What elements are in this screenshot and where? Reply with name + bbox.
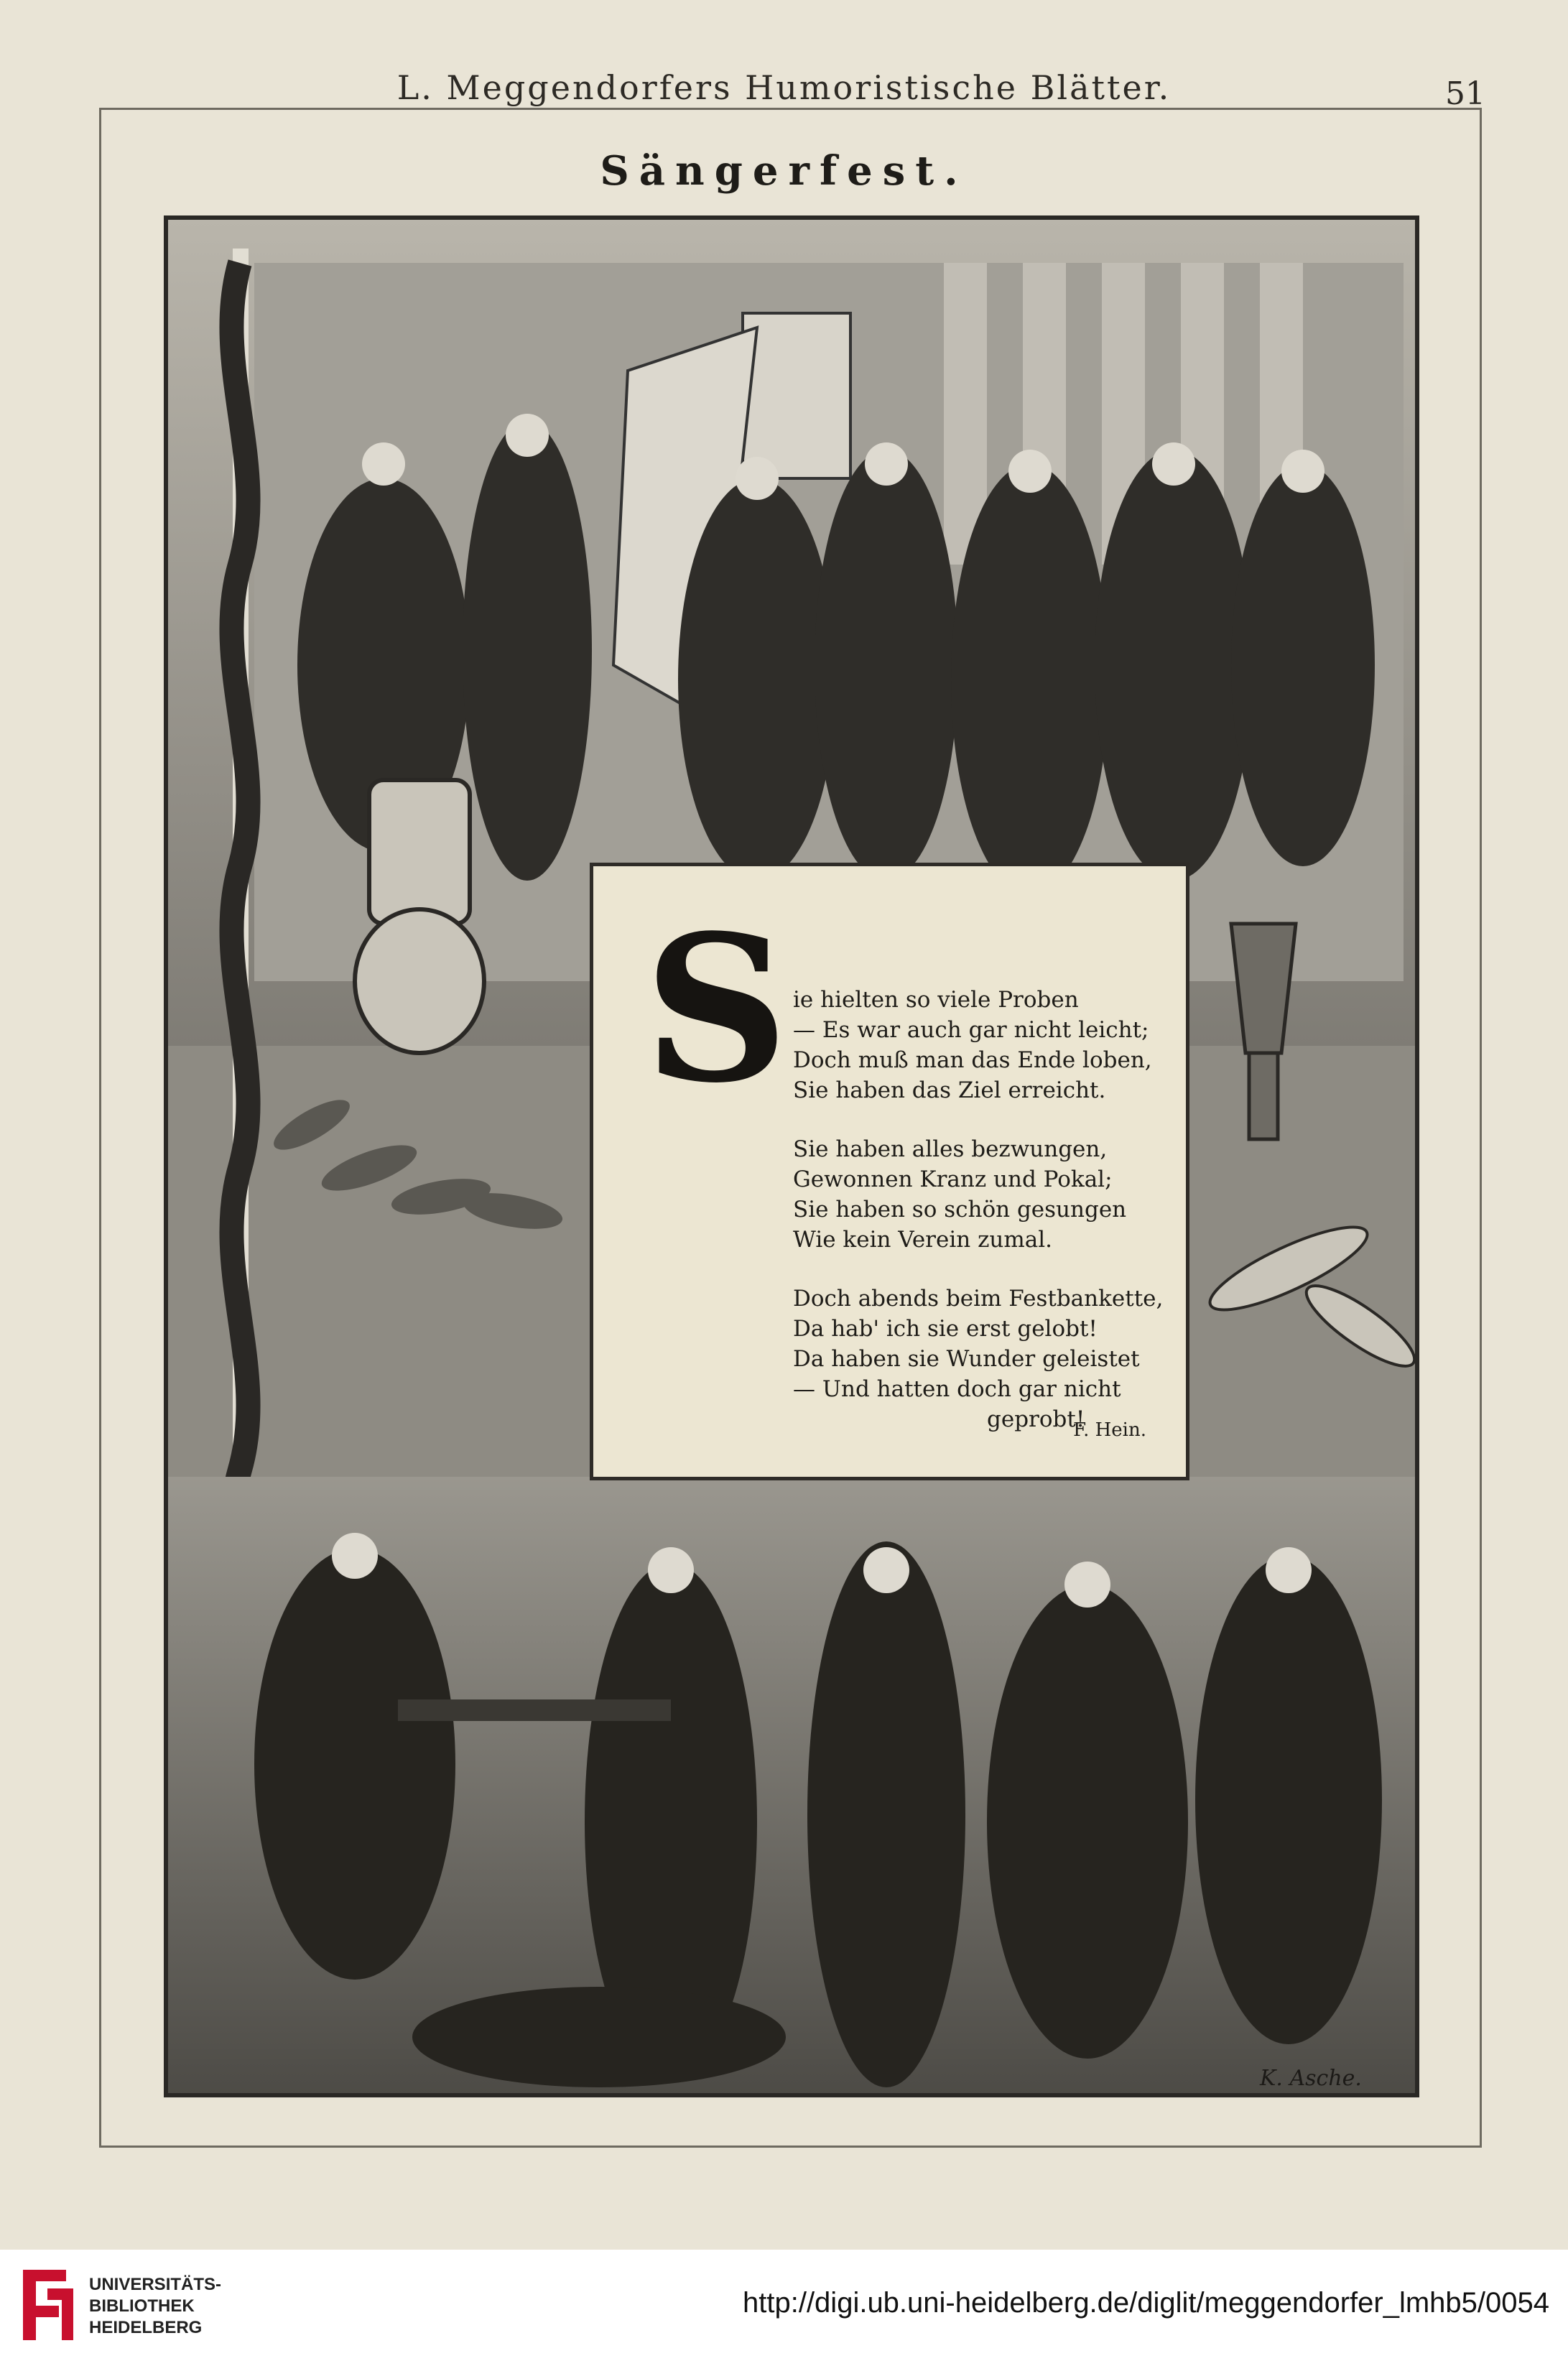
artist-signature: K. Asche. — [1260, 2066, 1362, 2091]
story-title: Sängerfest. — [600, 147, 968, 195]
library-logo-icon — [16, 2263, 80, 2347]
poem-line: Doch abends beim Festbankette, — [793, 1286, 1164, 1312]
library-name-line: BIBLIOTHEK — [89, 2296, 195, 2316]
running-title: L. Meggendorfers Humoristische Blätter. — [396, 68, 1172, 107]
stanza — [793, 985, 1166, 1105]
stanza — [793, 1134, 1166, 1255]
poem-line: Sie haben so schön gesungen — [793, 1197, 1127, 1223]
poem-box — [590, 863, 1189, 1480]
illustration — [164, 215, 1419, 2097]
poem-line: — Und hatten doch gar nicht — [793, 1376, 1121, 1402]
stanza — [793, 1284, 1166, 1434]
footer-bar — [0, 2250, 1568, 2361]
poem-author: F. Hein. — [1073, 1419, 1146, 1441]
decorated-initial: S — [644, 891, 789, 1128]
poem-line: Da haben sie Wunder geleistet — [793, 1346, 1140, 1372]
poem-line: geprobt! — [987, 1406, 1085, 1432]
poem-line: ie hielten so viele Proben — [793, 987, 1079, 1013]
poem-line: Sie haben alles bezwungen, — [793, 1136, 1108, 1162]
poem-line: Da hab' ich sie erst gelobt! — [793, 1316, 1098, 1342]
source-url-link[interactable]: http://digi.ub.uni-heidelberg.de/diglit/meggendorfer_lmhb5/0054 — [743, 2287, 1549, 2319]
poem-line: Wie kein Verein zumal. — [793, 1227, 1053, 1253]
poem-line: Sie haben das Ziel erreicht. — [793, 1077, 1106, 1103]
library-name-line: HEIDELBERG — [89, 2318, 203, 2337]
poem-line: Gewonnen Kranz und Pokal; — [793, 1166, 1113, 1192]
library-name-line: UNIVERSITÄTS- — [89, 2275, 222, 2294]
library-name — [89, 2274, 221, 2339]
poem-text — [793, 985, 1166, 1463]
page-number: 51 — [1445, 75, 1485, 112]
poem-line: — Es war auch gar nicht leicht; — [793, 1017, 1149, 1043]
poem-line: Doch muß man das Ende loben, — [793, 1047, 1152, 1073]
